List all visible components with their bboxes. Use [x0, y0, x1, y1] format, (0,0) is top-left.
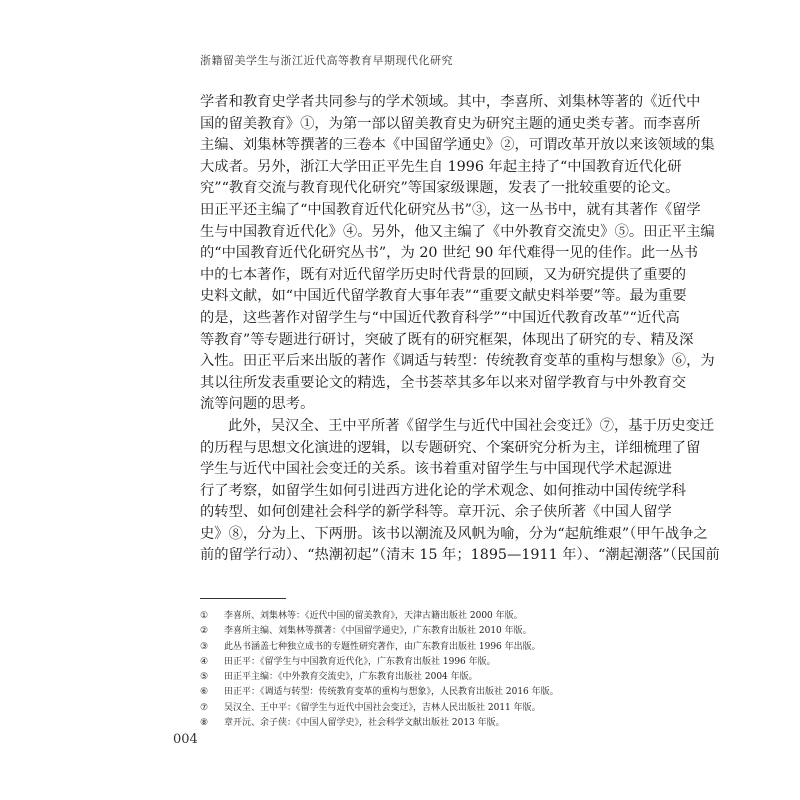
footnote — [200, 701, 600, 716]
text-line: 究”“教育交流与教育现代化研究”等国家级课题，发表了一批较重要的论文。 — [200, 180, 680, 197]
footnote — [200, 609, 600, 624]
text-line: 其以往所发表重要论文的精选，全书荟萃其多年以来对留学教育与中外教育交 — [200, 374, 687, 391]
text-line: 的转型、如何创建社会科学的新学科等。章开沅、余子侠所著《中国人留学 — [200, 504, 672, 521]
footnote-number: ① — [200, 611, 209, 621]
footnote-number: ⑤ — [200, 672, 209, 683]
text-line: 学者和教育史学者共同参与的学术领域。其中，李喜所、刘集林等著的《近代中 — [200, 94, 701, 110]
text-line: 等教育”等专题进行研讨，突破了既有的研究框架，体现出了研究的专、精及深 — [200, 331, 694, 348]
text-line: 前的留学行动）、“热潮初起”（清末 15 年；1895—1911 年）、“潮起潮落”（民国前 — [200, 547, 720, 564]
text-line: 此外，吴汉全、王中平所著《留学生与近代中国社会变迁》⑦，基于历史变迁 — [228, 417, 715, 434]
footnotes — [200, 609, 600, 731]
footnote-text: 章开沅、余子侠：《中国人留学史》，社会科学文献出版社 2013 年版。 — [224, 718, 505, 729]
text-line: 入性。田正平后来出版的著作《调适与转型：传统教育变革的重构与想象》⑥，为 — [200, 353, 715, 370]
footnote-number: ⑧ — [200, 718, 209, 729]
footnote-text: 吴汉全、王中平：《留学生与近代中国社会变迁》，吉林人民出版社 2011 年版。 — [224, 702, 541, 713]
text-line: 的“中国教育近代化研究丛书”，为 20 世纪 90 年代难得一见的佳作。此一丛书 — [200, 245, 699, 262]
footnote-text: 田正平主编：《中外教育交流史》，广东教育出版社 2004 年版。 — [224, 672, 478, 683]
text-line: 史》⑧，分为上、下两册。该书以潮流及风帆为喻，分为“起航维艰”（甲午战争之 — [200, 525, 708, 542]
footnote-text: 田正平：《留学生与中国教育近代化》，广东教育出版社 1996 年版。 — [224, 656, 496, 667]
footnote-number: ⑥ — [200, 687, 209, 698]
footnote — [200, 670, 600, 685]
footnote-text: 李喜所主编、刘集林等撰著：《中国留学通史》，广东教育出版社 2010 年版。 — [224, 626, 532, 637]
footnote-number: ④ — [200, 656, 209, 667]
text-line: 学生与近代中国社会变迁的关系。该书着重对留学生与中国现代学术起源进 — [200, 461, 672, 478]
text-line: 流等问题的思考。 — [200, 396, 315, 413]
footnote-number: ⑦ — [200, 702, 209, 713]
text-line: 中的七本著作，既有对近代留学历史时代背景的回顾，又为研究提供了重要的 — [200, 266, 687, 283]
text-line: 国的留美教育》①，为第一部以留美教育史为研究主题的通史类专著。而李喜所 — [200, 115, 701, 132]
text-line: 主编、刘集林等撰著的三卷本《中国留学通史》②，可谓改革开放以来该领域的集 — [200, 137, 715, 154]
footnote — [200, 655, 600, 670]
footnote-text: 田正平：《调适与转型：传统教育变革的重构与想象》，人民教育出版社 2016 年版。 — [224, 687, 559, 698]
page-number: 004 — [173, 732, 198, 747]
text-line: 生与中国教育近代化》④。另外，他又主编了《中外教育交流史》⑤。田正平主编 — [200, 223, 715, 240]
body-text — [200, 92, 720, 567]
footnote — [200, 685, 600, 700]
footnote-number: ③ — [200, 641, 209, 652]
text-line: 史料文献，如“中国近代留学教育大事年表”“重要文献史料举要”等。最为重要 — [200, 288, 687, 305]
text-line: 的历程与思想文化演进的逻辑，以专题研究、个案研究分析为主，详细梳理了留 — [200, 439, 701, 456]
footnote-number: ② — [200, 626, 209, 637]
footnote — [200, 640, 600, 655]
text-line: 大成者。另外，浙江大学田正平先生自 1996 年起主持了“中国教育近代化研 — [200, 158, 682, 175]
text-line: 行了考察，如留学生如何引进西方进化论的学术观念、如何推动中国传统学科 — [200, 482, 687, 499]
footnote-text: 此丛书涵盖七种独立成书的专题性研究著作，由广东教育出版社 1996 年出版。 — [224, 641, 541, 652]
footnote — [200, 716, 600, 731]
footnote-text: 李喜所、刘集林等：《近代中国的留美教育》，天津古籍出版社 2000 年版。 — [224, 611, 523, 621]
running-head: 浙籍留美学生与浙江近代高等教育早期现代化研究 — [200, 54, 453, 67]
text-line: 的是，这些著作对留学生与“中国近代教育科学”“中国近代教育改革”“近代高 — [200, 309, 680, 326]
footnote-divider — [200, 598, 286, 599]
text-line: 田正平还主编了“中国教育近代化研究丛书”③，这一丛书中，就有其著作《留学 — [200, 201, 701, 218]
footnote — [200, 624, 600, 639]
